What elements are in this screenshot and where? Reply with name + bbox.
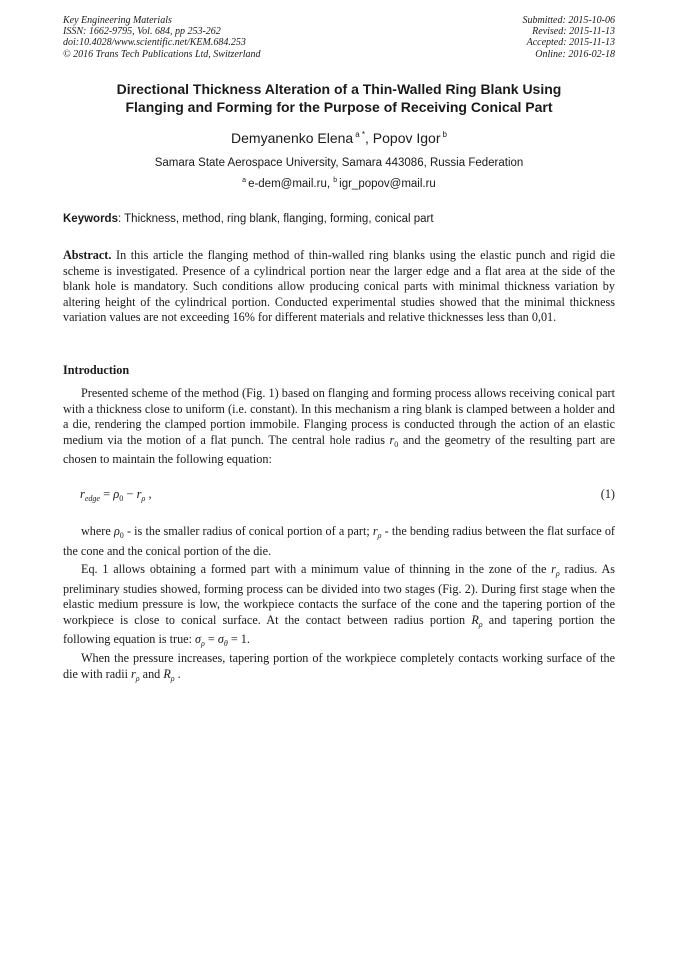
title-line-1: Directional Thickness Alteration of a Thin-Walled Ring Blank Using (116, 81, 562, 97)
abstract (63, 248, 615, 326)
paper-title (63, 80, 615, 116)
intro-paragraph-2: where $\rho_0$ - is the smaller radius of conical portion of a part; $r_\rho$ - the bending radius between the flat surface of the cone and the conical portion of the die. (63, 524, 615, 558)
online-date: Online: 2016-02-18 (535, 48, 615, 60)
intro-paragraph-1: Presented scheme of the method (Fig. 1) based on flanging and forming process allows receiving conical part with a thickness close to uniform (i.e. constant). In this mechanism a ring blank is clamped between a holder and a die, rendering the clamped portion immobile. Flanging process is conducted through the action of an elastic medium via the motion of a flat punch. The central hole radius $r_0$ and the geometry of the resulting part are chosen to maintain the following equation: (63, 386, 615, 467)
abstract-label: Abstract. (63, 248, 112, 262)
journal-header-left (63, 15, 261, 60)
author-2: Popov Igor (372, 130, 441, 146)
title-line-2: Flanging and Forming for the Purpose of Receiving Conical Part (125, 99, 553, 115)
keywords (63, 213, 615, 225)
email-a: e-dem@mail.ru, (248, 178, 334, 190)
email-b: igr_popov@mail.ru (339, 178, 436, 190)
revised-date: Revised: 2015-11-13 (532, 26, 615, 38)
journal-header-right (523, 15, 616, 60)
author-1: Demyanenko Elena (231, 130, 354, 146)
accepted-date: Accepted: 2015-11-13 (526, 37, 615, 49)
copyright-line: © 2016 Trans Tech Publications Ltd, Switzerland (63, 48, 261, 60)
equation-number: (1) (600, 487, 615, 501)
keywords-text: : Thickness, method, ring blank, flanging, forming, conical part (117, 213, 434, 225)
affiliation: Samara State Aerospace University, Samara 443086, Russia Federation (154, 157, 524, 169)
abstract-text: In this article the flanging method of thin-walled ring blanks using the elastic punch and rigid die scheme is investigated. Presence of a cylindrical portion near the larger edge and a flat area at the side of the blank hole is mandatory. Such conditions allow producing conical parts with minimal thickness variation by altering height of the cylindrical portion. Conducted experimental studies showed that the minimal thickness variation values are not exceeding 16% for different materials and relative thicknesses less than 0,01. (63, 248, 615, 325)
author-list: Demyanenko Elena $^{a *}$, Popov Igor $^b$ (231, 130, 447, 146)
author-1-affil-mark: a * (355, 130, 366, 139)
author-emails: $^a$ e-dem@mail.ru, $^b$ igr_popov@mail.ru (242, 177, 436, 190)
section-heading-introduction: Introduction (63, 363, 130, 377)
keywords-label: Keywords (63, 213, 118, 225)
intro-paragraph-4: When the pressure increases, tapering portion of the workpiece completely contacts working surface of the die with radii $r_\rho$ and $R_\rho$ . (63, 651, 615, 683)
doi-line: doi:10.4028/www.scientific.net/KEM.684.253 (63, 37, 246, 49)
author-2-affil-mark: b (442, 130, 447, 139)
intro-paragraph-3: Eq. 1 allows obtaining a formed part with a minimum value of thinning in the zone of the $r_\rho$ radius. As preliminary studies showed, forming process can be divided into two stages (Fig. 2). During first stage when the elastic medium pressure is low, the workpiece contacts the surface of the cone and the tapering portion of the workpiece is close to conical surface. At the contact between radius portion $R_\rho$ and tapering portion the following equation is true: $\sigma_\rho = \sigma_\theta = 1$. (63, 562, 616, 649)
submitted-date: Submitted: 2015-10-06 (522, 15, 615, 26)
equation-1: $r_{edge} = \rho_0 - r_\rho$ , (80, 487, 152, 503)
journal-name: Key Engineering Materials (63, 15, 172, 26)
issn-line: ISSN: 1662-9795, Vol. 684, pp 253-262 (63, 26, 221, 38)
